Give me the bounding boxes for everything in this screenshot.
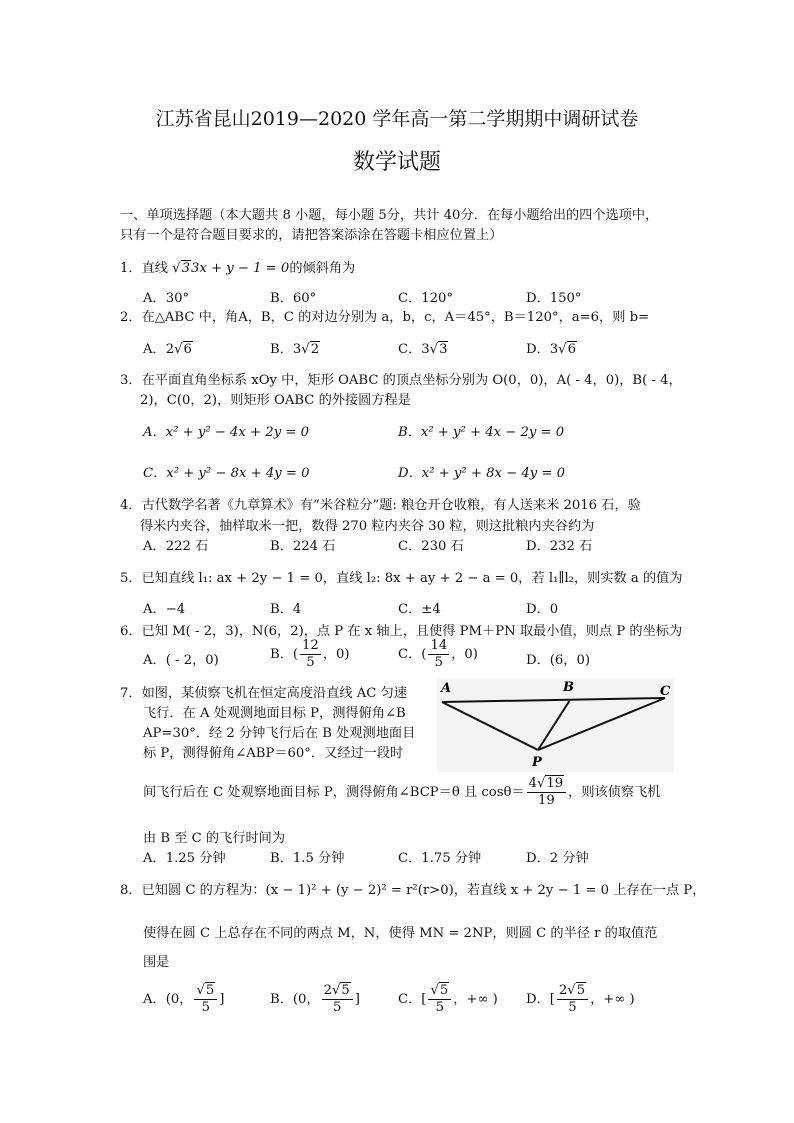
question-8-line3: 围是: [143, 955, 170, 970]
q4-option-a: A．222 石: [143, 539, 209, 554]
line-cp: [538, 698, 665, 750]
q4-option-c: C．230 石: [398, 539, 464, 554]
line-ac: [442, 698, 665, 702]
question-7-line5: 间飞行后在 C 处观察地面目标 P，测得俯角∠BCP＝θ 且 cosθ＝ $\frac{4√19}{19}$ ，则该侦察飞机: [143, 776, 661, 808]
exam-subtitle: 数学试题: [352, 150, 441, 175]
q2-option-a: A．2√6: [143, 342, 192, 357]
q7-diagram: [437, 678, 674, 772]
label-c: C: [660, 684, 671, 699]
question-8-line1: 8．已知圆 C 的方程为：(x − 1)² + (y − 2)² = r²(r>0)，若直线 x + 2y − 1 = 0 上存在一点 P，: [120, 883, 706, 898]
question-2: 2．在△ABC 中，角A，B，C 的对边分别为 a，b，c，A＝45°，B＝120°，a=6，则 b=: [120, 310, 650, 325]
q4-option-d: D．232 石: [526, 539, 593, 554]
exam-title: 江苏省昆山2019—2020 学年高一第二学期期中调研试卷: [155, 108, 639, 130]
q8-option-c: C．[ $\frac{√5}{5}$ ，+∞ ): [398, 983, 498, 1015]
q6-option-b: B．( $\frac{12}{5}$ ，0): [270, 638, 350, 670]
q3-option-d: D．x² + y² + 8x − 4y = 0: [398, 466, 566, 481]
question-4-line2: 得米内夹谷，抽样取米一把，数得 270 粒内夹谷 30 粒，则这批粮内夹谷约为: [140, 519, 595, 534]
q7-option-a: A．1.25 分钟: [143, 851, 226, 866]
question-7-line6: 由 B 至 C 的飞行时间为: [143, 831, 286, 846]
q8-option-b: B．(0， $\frac{2√5}{5}$ ]: [270, 983, 360, 1015]
q7-figure: [437, 678, 674, 772]
q6-option-a: A．( - 2，0): [143, 653, 219, 668]
label-a: A: [441, 681, 452, 696]
q1-option-a: A．30°: [143, 291, 190, 306]
label-p: P: [532, 755, 542, 770]
question-3-line1: 3．在平面直角坐标系 xOy 中，矩形 OABC 的顶点坐标分别为 O(0，0)，A( - 4，0)，B( - 4，: [120, 373, 682, 388]
q1-option-b: B．60°: [270, 291, 317, 306]
q1-post: 的倾斜角为: [289, 261, 356, 276]
q5-option-a: A．−4: [143, 602, 186, 617]
q2-option-d: D．3√6: [526, 342, 576, 357]
question-1: [120, 257, 355, 276]
question-3-line2: 2)，C(0，2)，则矩形 OABC 的外接圆方程是: [140, 393, 411, 408]
question-7-line2: 飞行．在 A 处观测地面目标 P，测得俯角∠B: [143, 706, 406, 721]
q1-pre: 直线: [141, 261, 168, 276]
q1-option-d: D．150°: [526, 291, 582, 306]
section-heading-line1: 一、单项选择题（本大题共 8 小题，每小题 5分，共计 40分．在每小题给出的四个选项中，: [120, 208, 659, 223]
q6-option-d: D．(6，0): [526, 653, 591, 668]
label-b: B: [563, 680, 574, 695]
q8-option-a: A．(0， $\frac{√5}{5}$ ]: [143, 983, 225, 1015]
question-7-line3: AP=30°．经 2 分钟飞行后在 B 处观测地面目: [143, 726, 416, 741]
q5-option-b: B．4: [270, 602, 302, 617]
q7-option-d: D．2 分钟: [526, 851, 589, 866]
q2-option-c: C．3√3: [398, 342, 448, 357]
q1-option-c: C．120°: [398, 291, 454, 306]
question-6: 6．已知 M( - 2，3)，N(6，2)，点 P 在 x 轴上，且使得 PM＋PN 取最小值，则点 P 的坐标为: [120, 624, 683, 639]
q5-option-d: D．0: [526, 602, 559, 617]
q7-option-c: C．1.75 分钟: [398, 851, 482, 866]
q1-number: 1．: [120, 261, 142, 276]
line-ap: [442, 702, 538, 750]
question-4-line1: 4．古代数学名著《九章算术》有“米谷粒分”题: 粮仓开仓收粮，有人送来米 2016 石，验: [120, 498, 641, 513]
q7-option-b: B．1.5 分钟: [270, 851, 345, 866]
q5-option-c: C．±4: [398, 602, 441, 617]
question-7-line4: 标 P，测得俯角∠ABP＝60°．又经过一段时: [143, 746, 404, 761]
q3-option-c: C．x² + y² − 8x + 4y = 0: [143, 466, 310, 481]
section-heading-line2: 只有一个是符合题目要求的，请把答案添涂在答题卡相应位置上）: [120, 228, 503, 243]
q2-option-b: B．3√2: [270, 342, 320, 357]
q1-equation: √33x + y − 1 = 0: [172, 261, 290, 276]
q3-option-a: A．x² + y² − 4x + 2y = 0: [143, 425, 309, 440]
q4-option-b: B．224 石: [270, 539, 336, 554]
question-8-line2: 使得在圆 C 上总存在不同的两点 M，N，使得 MN = 2NP，则圆 C 的半径 r 的取值范: [143, 926, 658, 941]
q6-option-c: C．( $\frac{14}{5}$ ，0): [398, 638, 478, 670]
q8-option-d: D．[ $\frac{2√5}{5}$ ，+∞ ): [526, 983, 635, 1015]
q3-option-b: B．x² + y² + 4x − 2y = 0: [398, 425, 565, 440]
question-5: 5．已知直线 l₁: ax + 2y − 1 = 0，直线 l₂: 8x + ay + 2 − a = 0，若 l₁∥l₂，则实数 a 的值为: [120, 571, 683, 586]
question-7-line1: 7．如图，某侦察飞机在恒定高度沿直线 AC 匀速: [120, 686, 407, 701]
